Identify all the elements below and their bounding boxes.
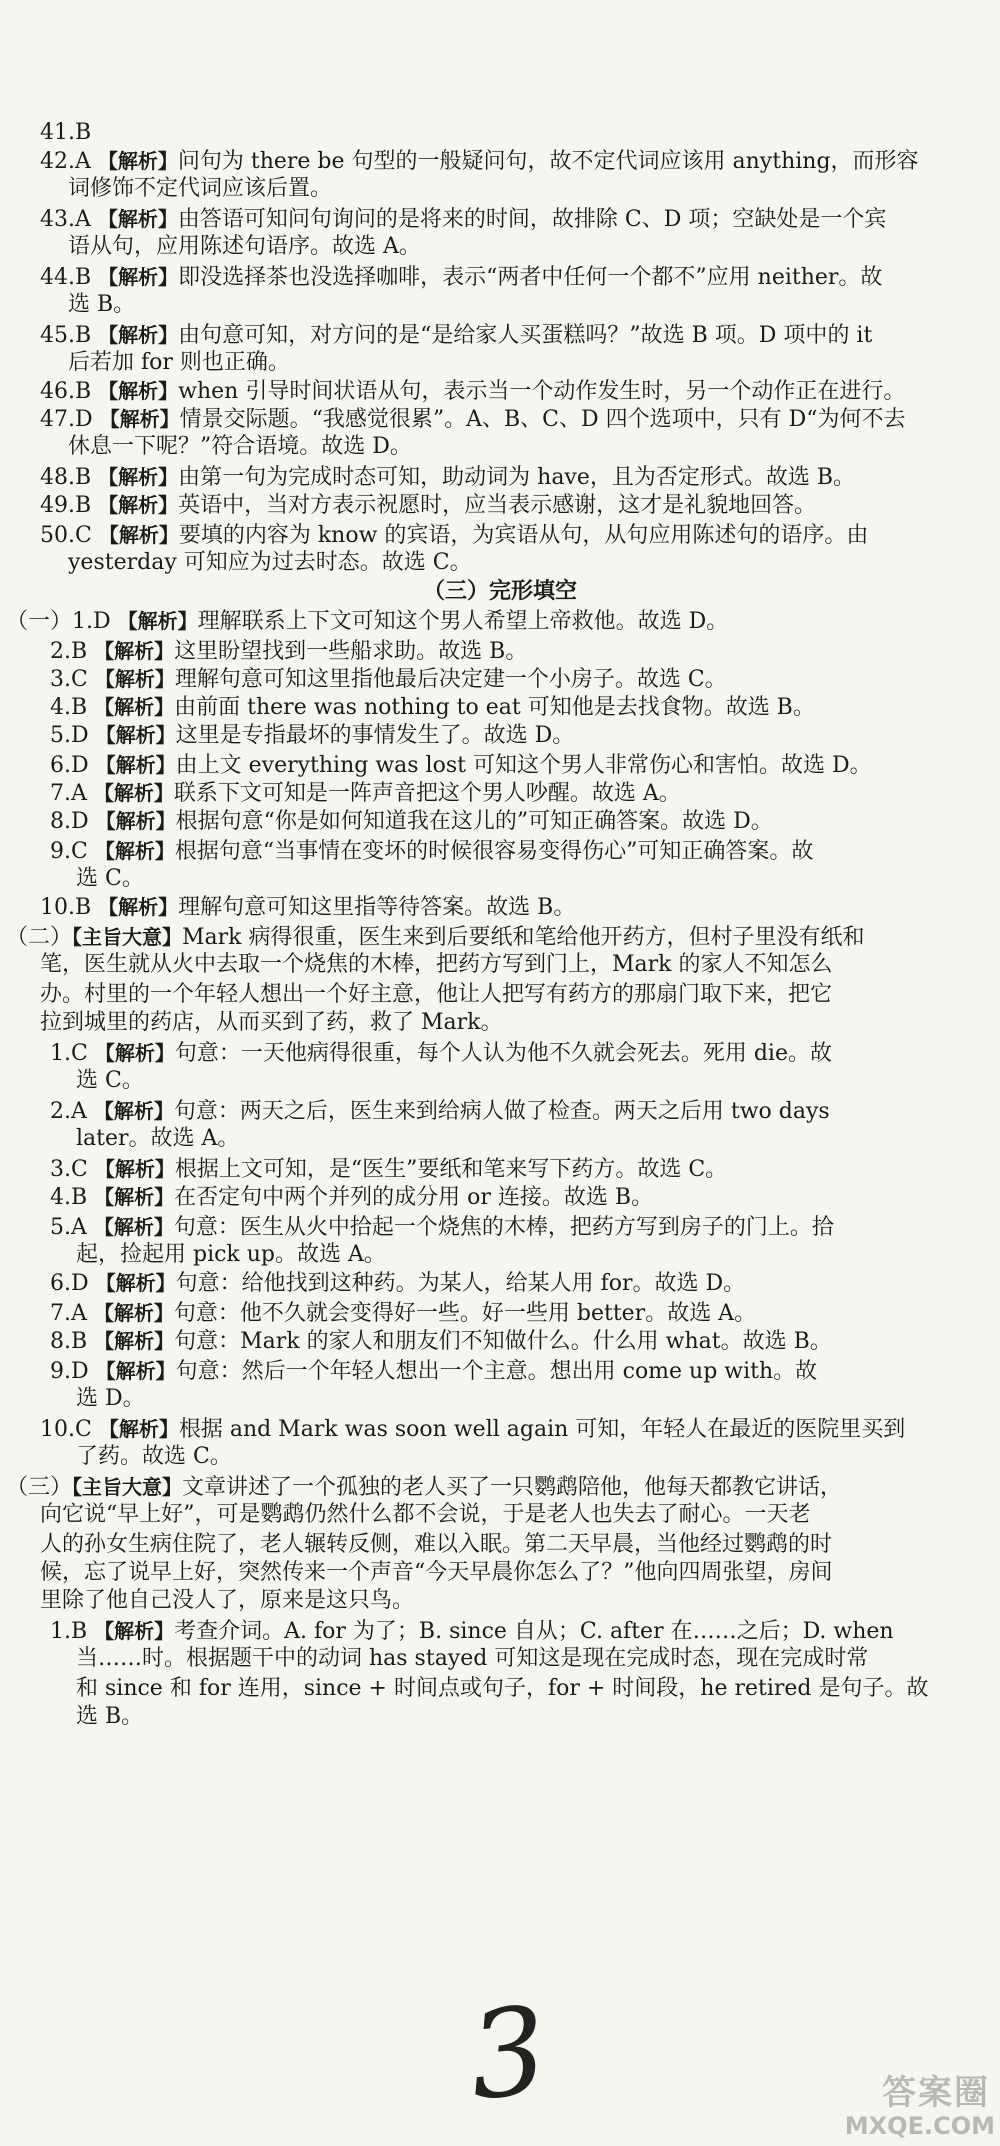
- item-number: 8.D: [50, 809, 96, 834]
- text-line-p3-1b: [76, 1644, 868, 1674]
- explanation-text: 理解句意可知这里指等待答案。故选 B。: [178, 895, 576, 920]
- item-number: 办。村里的一个年轻人想出一个好主意，他让人把写有药方的那扇门取下来，把它: [40, 982, 833, 1007]
- text-line-p1-8: [50, 806, 773, 837]
- item-number: 8.B: [50, 1329, 95, 1354]
- item-number: 2.A: [50, 1099, 94, 1124]
- analysis-tag: 【解析】: [98, 895, 179, 919]
- text-line-l47b: [68, 432, 412, 462]
- text-line-l44b: [68, 290, 135, 320]
- text-line-p2-5a: [50, 1212, 834, 1243]
- explanation-text: 这里是专指最坏的事情发生了。故选 D。: [175, 723, 575, 748]
- text-line-l48: [40, 462, 855, 493]
- item-number: 休息一下呢？”符合语境。故选 D。: [68, 434, 412, 459]
- item-number: 3.C: [50, 1157, 95, 1182]
- explanation-text: Mark 病得很重，医生来到后要纸和笔给他开药方，但村子里没有纸和: [182, 925, 865, 950]
- text-line-p1-2: [50, 636, 527, 667]
- explanation-text: 由上文 everything was lost 可知这个男人非常伤心和害怕。故选 D。: [175, 753, 872, 778]
- explanation-text: 根据 and Mark was soon well again 可知，年轻人在最近的医院里买到: [178, 1417, 906, 1442]
- text-line-l46: [40, 376, 905, 407]
- item-number: 语从句，应用陈述句语序。故选 A。: [68, 234, 421, 259]
- text-line-l47a: [40, 404, 906, 435]
- item-number: 10.C: [40, 1417, 99, 1442]
- item-number: 笔，医生就从火中去取一个烧焦的木棒，把药方写到门上，Mark 的家人不知怎么: [40, 952, 833, 977]
- analysis-tag: 【解析】: [94, 639, 175, 663]
- explanation-text: 句意：给他找到这种药。为某人，给某人用 for。故选 D。: [175, 1271, 746, 1296]
- item-number: 选 C。: [76, 866, 144, 891]
- watermark-url: MXQE.COM: [844, 2112, 995, 2140]
- text-line-p3-i4: [40, 1558, 833, 1588]
- text-line-p2-3: [50, 1154, 727, 1185]
- analysis-tag: 【解析】: [95, 1271, 176, 1295]
- watermark-logo: 答案圈: [882, 2073, 990, 2113]
- item-number: 9.D: [50, 1359, 96, 1384]
- text-line-p2-6: [50, 1268, 745, 1299]
- explanation-text: 句意：两天之后，医生来到给病人做了检查。两天之后用 two days: [173, 1099, 830, 1124]
- text-line-p2-4: [50, 1182, 653, 1213]
- text-line-l50b: [68, 548, 472, 578]
- analysis-tag: 【解析】: [99, 407, 180, 431]
- analysis-tag: 【解析】: [97, 207, 178, 231]
- item-number: 向它说“早上好”，可是鹦鹉仍然什么都不会说，于是老人也失去了耐心。一天老: [40, 1502, 811, 1527]
- analysis-tag: 【解析】: [95, 753, 176, 777]
- text-line-p2-i4: [40, 1008, 503, 1038]
- text-line-l42a: [40, 146, 919, 177]
- explanation-text: 问句为 there be 句型的一般疑问句，故不定代词应该用 anything，而形容: [177, 149, 919, 174]
- explanation-text: 联系下文可知是一阵声音把这个男人吵醒。故选 A。: [173, 781, 681, 806]
- item-number: 1.B: [50, 1619, 95, 1644]
- analysis-tag: 【解析】: [94, 1185, 175, 1209]
- analysis-tag: 【解析】: [94, 695, 175, 719]
- analysis-tag: 【解析】: [94, 1619, 175, 1643]
- text-line-p2-9a: [50, 1356, 817, 1387]
- item-number: 4.B: [50, 695, 95, 720]
- analysis-tag: 【解析】: [95, 809, 176, 833]
- analysis-tag: 【解析】: [98, 1417, 179, 1441]
- analysis-tag: 【解析】: [93, 1215, 174, 1239]
- text-line-p1-10: [40, 892, 575, 923]
- item-number: yesterday 可知应为过去时态。故选 C。: [68, 550, 472, 575]
- item-number: 46.B: [40, 379, 99, 404]
- item-number: 45.B: [40, 323, 99, 348]
- item-number: 选 B。: [76, 1704, 144, 1729]
- text-line-l45b: [68, 348, 290, 378]
- item-number: 3.C: [50, 667, 95, 692]
- text-line-p3-1a: [50, 1616, 894, 1647]
- analysis-tag: 【解析】: [93, 1099, 174, 1123]
- item-number: 48.B: [40, 465, 99, 490]
- explanation-text: 在否定句中两个并列的成分用 or 连接。故选 B。: [174, 1185, 654, 1210]
- text-line-p3-i1: [6, 1472, 842, 1503]
- item-number: 后若加 for 则也正确。: [68, 350, 290, 375]
- analysis-tag: 【解析】: [95, 723, 176, 747]
- item-number: 10.B: [40, 895, 99, 920]
- analysis-tag: 【解析】: [94, 1041, 175, 1065]
- text-line-p1-4: [50, 692, 815, 723]
- text-line-p1-7: [50, 778, 681, 809]
- text-line-p3-1d: [76, 1702, 143, 1732]
- text-line-p2-8: [50, 1326, 832, 1357]
- item-number: 5.A: [50, 1215, 94, 1240]
- text-line-p2-9b: [76, 1384, 145, 1414]
- explanation-text: 由答语可知问句询问的是将来的时间，故排除 C、D 项；空缺处是一个宾: [177, 207, 887, 232]
- item-number: 候，忘了说早上好，突然传来一个声音“今天早晨你怎么了？”他向四周张望，房间: [40, 1560, 833, 1585]
- item-number: 7.A: [50, 1301, 94, 1326]
- item-number: 42.A: [40, 149, 98, 174]
- text-line-p2-1a: [50, 1038, 832, 1069]
- explanation-text: 根据句意“当事情在变坏的时候很容易变得伤心”可知正确答案。故: [174, 839, 814, 864]
- handwritten-page-number: 3: [462, 1981, 554, 2128]
- explanation-text: 这里盼望找到一些船求助。故选 B。: [174, 639, 528, 664]
- analysis-tag: 【解析】: [94, 839, 175, 863]
- explanation-text: 文章讲述了一个孤独的老人买了一只鹦鹉陪他，他每天都教它讲话，: [182, 1475, 843, 1500]
- text-line-p2-i1: [6, 922, 865, 953]
- explanation-text: 根据句意“你是如何知道我在这儿的”可知正确答案。故选 D。: [175, 809, 773, 834]
- item-number: 当……时。根据题干中的动词 has stayed 可知这是现在完成时态，现在完成时常: [76, 1646, 869, 1671]
- text-line-p3-i2: [40, 1500, 811, 1530]
- item-number: 50.C: [40, 523, 99, 548]
- text-line-p1-3: [50, 664, 727, 695]
- item-number: 拉到城里的药店，从而买到了药，救了 Mark。: [40, 1010, 503, 1035]
- text-line-p3-i5: [40, 1586, 414, 1616]
- explanation-text: 由句意可知，对方问的是“是给家人买蛋糕吗？”故选 B 项。D 项中的 it: [178, 323, 873, 348]
- explanation-text: 理解联系上下文可知这个男人希望上帝救他。故选 D。: [197, 609, 729, 634]
- explanation-text: 理解句意可知这里指他最后决定建一个小房子。故选 C。: [174, 667, 727, 692]
- analysis-tag: 【主旨大意】: [72, 925, 183, 949]
- analysis-tag: 【解析】: [98, 465, 179, 489]
- text-line-p2-10a: [40, 1414, 905, 1445]
- text-line-p2-i2: [40, 950, 833, 980]
- explanation-text: 句意：医生从火中拾起一个烧焦的木棒，把药方写到房子的门上。拾: [173, 1215, 834, 1240]
- text-line-p2-2a: [50, 1096, 830, 1127]
- explanation-text: when 引导时间状语从句，表示当一个动作发生时，另一个动作正在进行。: [178, 379, 906, 404]
- analysis-tag: 【解析】: [93, 781, 174, 805]
- analysis-tag: 【解析】: [98, 523, 179, 547]
- analysis-tag: 【解析】: [98, 493, 179, 517]
- item-number: 起，捡起用 pick up。故选 A。: [76, 1242, 386, 1267]
- explanation-text: 句意：然后一个年轻人想出一个主意。想出用 come up with。故: [175, 1359, 818, 1384]
- text-line-l44a: [40, 262, 882, 293]
- explanation-text: 句意：Mark 的家人和朋友们不知做什么。什么用 what。故选 B。: [174, 1329, 832, 1354]
- item-number: 人的孙女生病住院了，老人辗转反侧，难以入眠。第二天早晨，当他经过鹦鹉的时: [40, 1532, 833, 1557]
- text-line-p1-5: [50, 720, 574, 751]
- analysis-tag: 【解析】: [94, 667, 175, 691]
- explanation-text: 根据上文可知，是“医生”要纸和笔来写下药方。故选 C。: [174, 1157, 728, 1182]
- explanation-text: 句意：他不久就会变得好一些。好一些用 better。故选 A。: [173, 1301, 757, 1326]
- item-number: 44.B: [40, 265, 99, 290]
- text-line-p2-5b: [76, 1240, 386, 1270]
- section-title: （三）完形填空: [422, 578, 577, 604]
- text-line-p2-i3: [40, 980, 832, 1010]
- text-line-p1-6: [50, 750, 872, 781]
- analysis-tag: 【解析】: [94, 1157, 175, 1181]
- explanation-text: 由前面 there was nothing to eat 可知他是去找食物。故选 B。: [174, 695, 815, 720]
- analysis-tag: 【解析】: [93, 1301, 174, 1325]
- explanation-text: 考查介词。A. for 为了；B. since 自从；C. after 在……之后；D. when: [174, 1619, 894, 1644]
- item-number: 6.D: [50, 1271, 96, 1296]
- analysis-tag: 【解析】: [94, 1329, 175, 1353]
- item-number: 6.D: [50, 753, 96, 778]
- text-line-p2-10b: [76, 1442, 232, 1472]
- text-line-p2-2b: [76, 1124, 239, 1154]
- item-number: 和 since 和 for 连用，since + 时间点或句子，for + 时间段，he retired 是句子。故: [76, 1676, 929, 1701]
- explanation-text: 英语中，当对方表示祝愿时，应当表示感谢，这才是礼貌地回答。: [178, 493, 817, 518]
- text-line-p1-9a: [50, 836, 813, 867]
- text-line-p2-1b: [76, 1066, 144, 1096]
- analysis-tag: 【解析】: [117, 609, 198, 633]
- explanation-text: 句意：一天他病得很重，每个人认为他不久就会死去。死用 die。故: [174, 1041, 832, 1066]
- explanation-text: 要填的内容为 know 的宾语，为宾语从句，从句应用陈述句的语序。由: [178, 523, 869, 548]
- text-line-l49: [40, 490, 816, 521]
- text-line-l43a: [40, 204, 886, 235]
- item-number: 7.A: [50, 781, 94, 806]
- text-line-l43b: [68, 232, 421, 262]
- analysis-tag: 【解析】: [97, 149, 178, 173]
- analysis-tag: 【解析】: [98, 323, 179, 347]
- item-number: 选 C。: [76, 1068, 144, 1093]
- analysis-tag: 【主旨大意】: [72, 1475, 183, 1499]
- text-line-l50a: [40, 520, 868, 551]
- text-line-p3-i3: [40, 1530, 832, 1560]
- item-number: 里除了他自己没人了，原来是这只鸟。: [40, 1588, 415, 1613]
- text-line-l45a: [40, 320, 872, 351]
- item-number: 5.D: [50, 723, 96, 748]
- item-number: 41.B: [40, 120, 92, 145]
- text-line-p1-1: [6, 606, 728, 637]
- item-number: later。故选 A。: [76, 1126, 240, 1151]
- item-number: 词修饰不定代词应该后置。: [68, 176, 333, 201]
- item-number: （三）: [6, 1475, 73, 1500]
- item-number: （二）: [6, 925, 73, 950]
- text-line-p2-7: [50, 1298, 756, 1329]
- item-number: 2.B: [50, 639, 95, 664]
- item-number: 43.A: [40, 207, 98, 232]
- item-number: 9.C: [50, 839, 95, 864]
- explanation-text: 由第一句为完成时态可知，助动词为 have，且为否定形式。故选 B。: [178, 465, 856, 490]
- item-number: 了药。故选 C。: [76, 1444, 232, 1469]
- item-number: 选 B。: [68, 292, 136, 317]
- item-number: 1.C: [50, 1041, 95, 1066]
- item-number: 4.B: [50, 1185, 95, 1210]
- explanation-text: 即没选择茶也没选择咖啡，表示“两者中任何一个都不”应用 neither。故: [178, 265, 883, 290]
- item-number: 49.B: [40, 493, 99, 518]
- item-number: 47.D: [40, 407, 100, 432]
- explanation-text: 情景交际题。“我感觉很累”。A、B、C、D 四个选项中，只有 D“为何不去: [179, 407, 906, 432]
- text-line-l41: [40, 118, 91, 148]
- text-line-p3-1c: [76, 1674, 929, 1704]
- item-number: （一）1.D: [6, 609, 118, 634]
- text-line-l42b: [68, 174, 332, 204]
- item-number: 选 D。: [76, 1386, 145, 1411]
- analysis-tag: 【解析】: [98, 379, 179, 403]
- analysis-tag: 【解析】: [98, 265, 179, 289]
- text-line-p1-9b: [76, 864, 144, 894]
- analysis-tag: 【解析】: [95, 1359, 176, 1383]
